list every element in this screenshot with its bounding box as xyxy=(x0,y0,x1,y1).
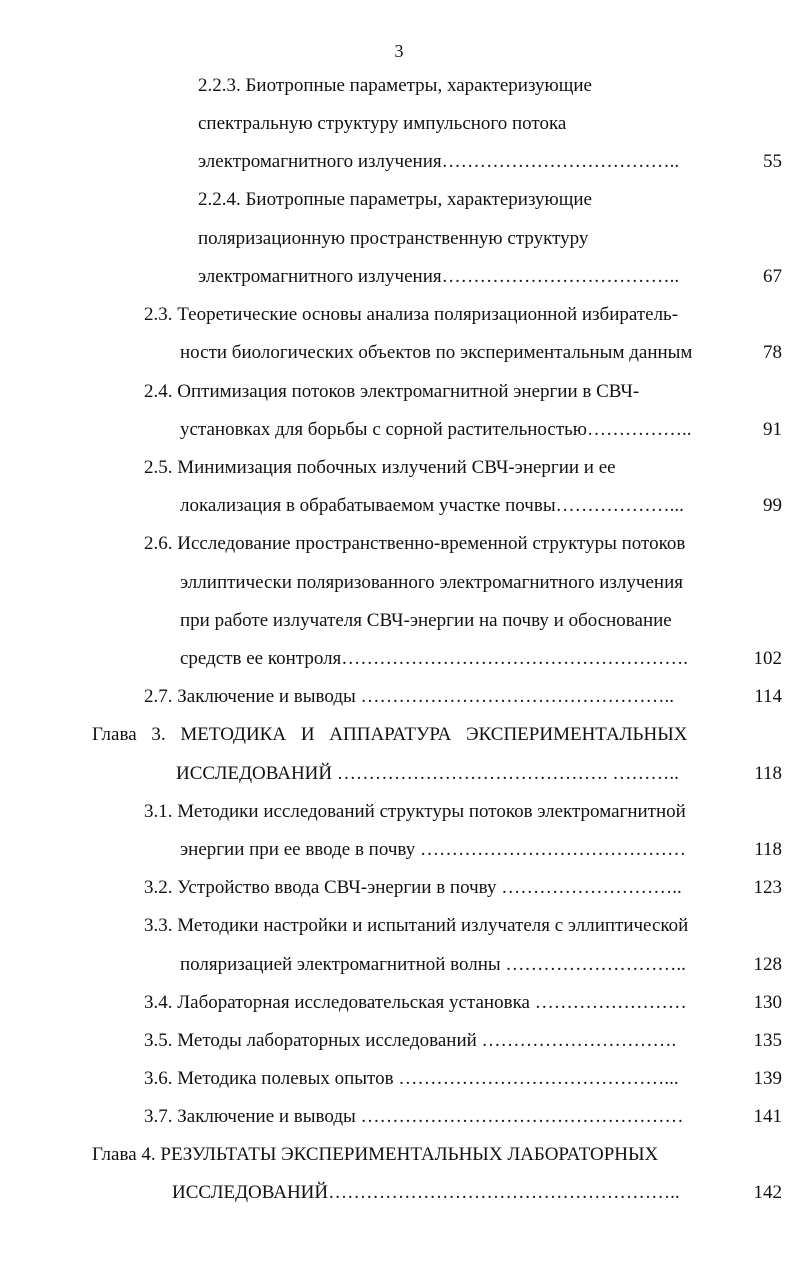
toc-page-number: 114 xyxy=(754,686,782,707)
toc-line: 3.6. Методика полевых опытов ……………………………………... xyxy=(144,1068,679,1089)
toc-page-number: 67 xyxy=(763,266,782,287)
toc-page-number: 128 xyxy=(753,954,782,975)
toc-line: установках для борьбы с сорной растительностью…………….. xyxy=(180,419,692,440)
toc-line: 2.2.3. Биотропные параметры, характеризующие xyxy=(198,75,592,96)
toc-line: средств ее контроля………………………………………………. xyxy=(180,648,689,669)
toc-page-number: 135 xyxy=(753,1030,782,1051)
toc-line: 2.5. Минимизация побочных излучений СВЧ-энергии и ее xyxy=(144,457,616,478)
toc-line: 2.4. Оптимизация потоков электромагнитной энергии в СВЧ- xyxy=(144,381,640,402)
toc-line: 3.4. Лабораторная исследовательская установка …………………… xyxy=(144,992,687,1013)
toc-line: 3.3. Методики настройки и испытаний излучателя с эллиптической xyxy=(144,915,689,936)
toc-page-number: 130 xyxy=(753,992,782,1013)
toc-line: 2.3. Теоретические основы анализа поляризационной избиратель- xyxy=(144,304,679,325)
toc-line: спектральную структуру импульсного потока xyxy=(198,113,567,134)
page-number: 3 xyxy=(394,41,404,61)
toc-page-number: 99 xyxy=(763,495,782,516)
toc-page-number: 139 xyxy=(753,1068,782,1089)
toc-page-number: 91 xyxy=(763,419,782,440)
toc-line: энергии при ее вводе в почву …………………………………… xyxy=(180,839,686,860)
toc-page-number: 55 xyxy=(763,151,782,172)
toc-line: эллиптически поляризованного электромагнитного излучения xyxy=(180,572,683,593)
toc-page-number: 78 xyxy=(763,342,782,363)
toc-line: электромагнитного излучения……………………………….. xyxy=(198,266,680,287)
toc-line: электромагнитного излучения……………………………….. xyxy=(198,151,680,172)
toc-line: поляризационную пространственную структуру xyxy=(198,228,589,249)
toc-page-number: 123 xyxy=(753,877,782,898)
toc-page-number: 102 xyxy=(753,648,782,669)
toc-page-number: 118 xyxy=(754,763,782,784)
toc-page-number: 142 xyxy=(753,1182,782,1203)
toc-line: ности биологических объектов по экспериментальным данным xyxy=(180,342,693,363)
toc-line: 3.1. Методики исследований структуры потоков электромагнитной xyxy=(144,801,686,822)
toc-line: 3.2. Устройство ввода СВЧ-энергии в почву ……………………….. xyxy=(144,877,682,898)
toc-line: 3.7. Заключение и выводы …………………………………………… xyxy=(144,1106,684,1127)
toc-line: 2.6. Исследование пространственно-временной структуры потоков xyxy=(144,533,686,554)
toc-line: 3.5. Методы лабораторных исследований …………………………. xyxy=(144,1030,677,1051)
toc-page-number: 118 xyxy=(754,839,782,860)
toc-line: 2.2.4. Биотропные параметры, характеризующие xyxy=(198,189,592,210)
chapter-heading: Глава 4. РЕЗУЛЬТАТЫ ЭКСПЕРИМЕНТАЛЬНЫХ ЛАБОРАТОРНЫХ xyxy=(92,1144,659,1165)
chapter-heading: ИССЛЕДОВАНИЙ……………………………………………….. xyxy=(172,1182,680,1203)
toc-line: поляризацией электромагнитной волны ……………………….. xyxy=(180,954,686,975)
toc-line: 2.7. Заключение и выводы ………………………………………….. xyxy=(144,686,675,707)
chapter-heading: Глава 3. МЕТОДИКА И АППАРАТУРА ЭКСПЕРИМЕНТАЛЬНЫХ xyxy=(92,724,688,745)
toc-page-number: 141 xyxy=(753,1106,782,1127)
toc-line: при работе излучателя СВЧ-энергии на почву и обоснование xyxy=(180,610,672,631)
chapter-heading: ИССЛЕДОВАНИЙ ……………………………………. ……….. xyxy=(176,763,679,784)
toc-line: локализация в обрабатываемом участке почвы………………... xyxy=(180,495,684,516)
